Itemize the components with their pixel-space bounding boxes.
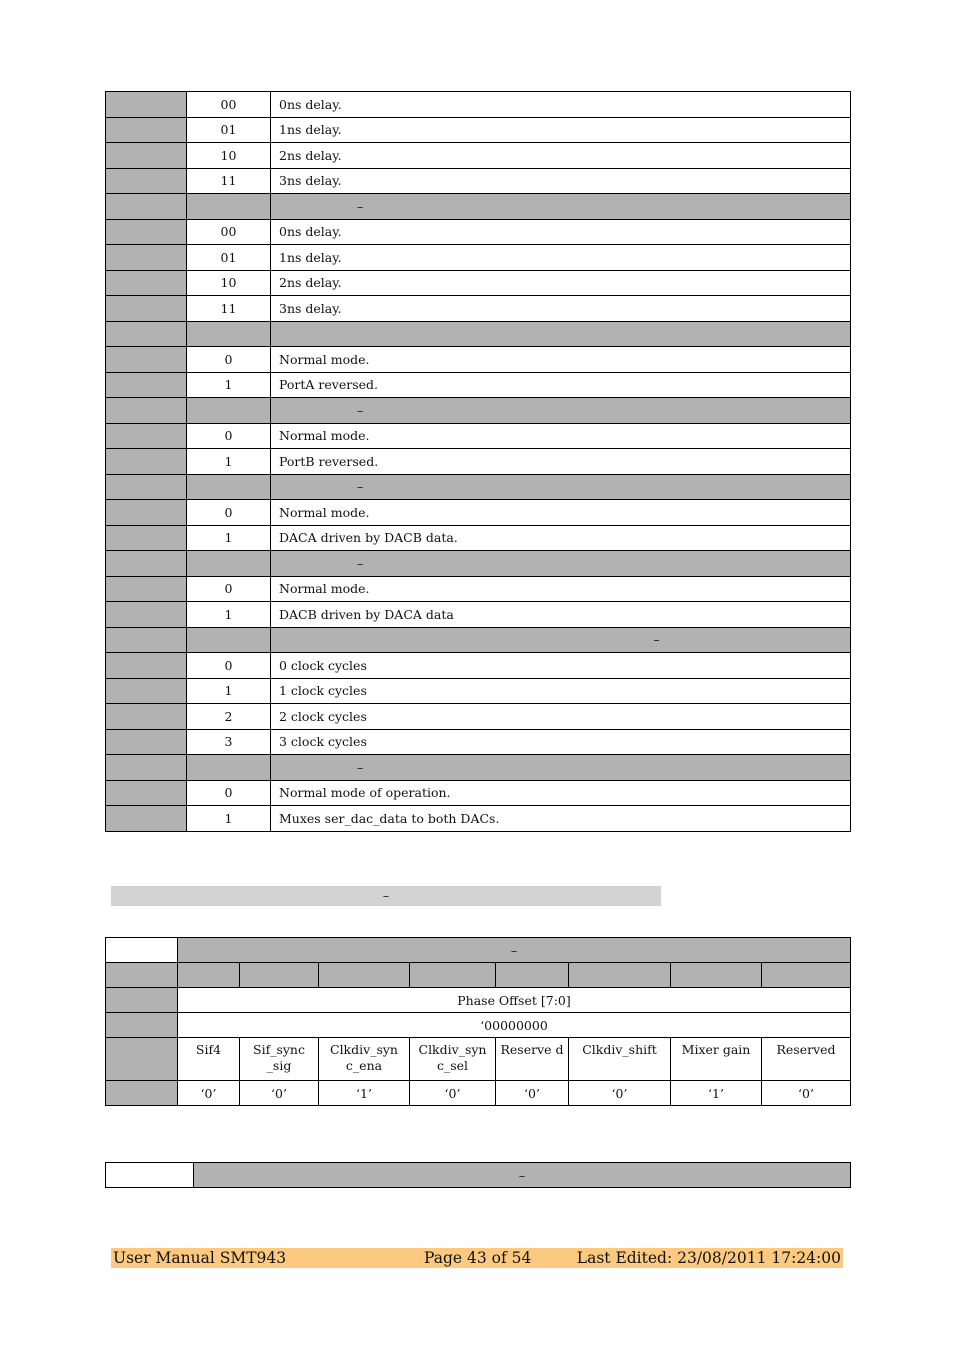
value-row — [106, 525, 851, 551]
value-code-cell: 11 — [187, 168, 271, 194]
bit-header-cell — [762, 963, 851, 988]
bit-default-cell: ‘0’ — [410, 1081, 496, 1106]
field-header-cell — [187, 474, 271, 500]
value-row — [106, 245, 851, 271]
value-code-cell: 1 — [187, 449, 271, 475]
field-header-title: – — [271, 474, 851, 500]
value-code-cell: 2 — [187, 704, 271, 730]
field-header-row — [106, 398, 851, 424]
phase-offset-cell: Phase Offset [7:0] — [178, 988, 851, 1013]
value-row — [106, 117, 851, 143]
row-label-cell — [106, 1038, 178, 1081]
row-label-cell — [106, 627, 187, 653]
phase-default-row — [106, 1013, 851, 1038]
bit-defaults-row — [106, 1081, 851, 1106]
bit-header-cell — [178, 963, 240, 988]
bit-name-cell: Reserved — [762, 1038, 851, 1081]
bit-name-cell: Clkdiv_syn c_ena — [319, 1038, 410, 1081]
next-register-title: – — [194, 1163, 851, 1188]
value-row — [106, 678, 851, 704]
value-row — [106, 219, 851, 245]
row-label-cell — [106, 500, 187, 526]
value-code-cell: 1 — [187, 602, 271, 628]
bit-description-body — [106, 92, 851, 832]
row-label-cell — [106, 602, 187, 628]
value-row — [106, 576, 851, 602]
value-row — [106, 168, 851, 194]
value-code-cell: 00 — [187, 219, 271, 245]
section-heading: – — [111, 886, 661, 906]
phase-default-cell: ‘00000000 — [178, 1013, 851, 1038]
value-description-cell: 3ns delay. — [271, 296, 851, 322]
value-code-cell: 0 — [187, 500, 271, 526]
value-code-cell: 0 — [187, 780, 271, 806]
register-corner-cell — [106, 938, 178, 963]
value-code-cell: 01 — [187, 117, 271, 143]
value-code-cell: 1 — [187, 525, 271, 551]
footer-page-number: Page 43 of 54 — [424, 1249, 532, 1267]
value-code-cell: 0 — [187, 653, 271, 679]
bit-name-cell: Reserve d — [496, 1038, 569, 1081]
field-header-title: – — [271, 755, 851, 781]
field-header-title: – — [271, 194, 851, 220]
value-row — [106, 143, 851, 169]
value-description-cell: Normal mode. — [271, 576, 851, 602]
register-bit-header-row — [106, 963, 851, 988]
value-description-cell: 2ns delay. — [271, 270, 851, 296]
value-row — [106, 296, 851, 322]
value-code-cell: 0 — [187, 423, 271, 449]
value-row — [106, 270, 851, 296]
row-label-cell — [106, 219, 187, 245]
bit-name-cell: Sif_sync _sig — [240, 1038, 319, 1081]
value-description-cell: Normal mode. — [271, 347, 851, 373]
register-title-row — [106, 938, 851, 963]
value-description-cell: 3 clock cycles — [271, 729, 851, 755]
value-code-cell: 0 — [187, 347, 271, 373]
bit-default-cell: ‘1’ — [319, 1081, 410, 1106]
row-label-cell — [106, 525, 187, 551]
value-description-cell: 1ns delay. — [271, 117, 851, 143]
bit-default-cell: ‘1’ — [671, 1081, 762, 1106]
value-description-cell: PortA reversed. — [271, 372, 851, 398]
bit-names-row — [106, 1038, 851, 1081]
value-code-cell: 3 — [187, 729, 271, 755]
value-description-cell: 2 clock cycles — [271, 704, 851, 730]
row-label-cell — [106, 755, 187, 781]
value-description-cell: Normal mode of operation. — [271, 780, 851, 806]
next-register-title-row — [106, 1163, 851, 1188]
value-row — [106, 449, 851, 475]
value-description-cell: 2ns delay. — [271, 143, 851, 169]
value-description-cell: 0ns delay. — [271, 92, 851, 118]
value-description-cell: 0 clock cycles — [271, 653, 851, 679]
value-description-cell: Normal mode. — [271, 500, 851, 526]
row-label-cell — [106, 963, 178, 988]
field-header-cell — [187, 551, 271, 577]
row-label-cell — [106, 92, 187, 118]
row-label-cell — [106, 143, 187, 169]
value-code-cell: 10 — [187, 270, 271, 296]
value-row — [106, 653, 851, 679]
field-header-cell — [187, 755, 271, 781]
bit-default-cell: ‘0’ — [178, 1081, 240, 1106]
value-code-cell: 1 — [187, 678, 271, 704]
field-header-cell — [187, 398, 271, 424]
bit-default-cell: ‘0’ — [762, 1081, 851, 1106]
row-label-cell — [106, 780, 187, 806]
value-description-cell: 3ns delay. — [271, 168, 851, 194]
row-label-cell — [106, 653, 187, 679]
row-label-cell — [106, 988, 178, 1013]
bit-default-cell: ‘0’ — [240, 1081, 319, 1106]
field-header-row — [106, 194, 851, 220]
field-header-title: – — [271, 398, 851, 424]
row-label-cell — [106, 296, 187, 322]
bit-name-cell: Sif4 — [178, 1038, 240, 1081]
value-description-cell: PortB reversed. — [271, 449, 851, 475]
value-code-cell: 01 — [187, 245, 271, 271]
value-row — [106, 423, 851, 449]
bit-header-cell — [319, 963, 410, 988]
footer-document-title: User Manual SMT943 — [113, 1249, 287, 1267]
bit-name-cell: Clkdiv_syn c_sel — [410, 1038, 496, 1081]
row-label-cell — [106, 1081, 178, 1106]
row-label-cell — [106, 168, 187, 194]
field-header-row — [106, 755, 851, 781]
value-description-cell: 1ns delay. — [271, 245, 851, 271]
field-header-cell — [187, 627, 271, 653]
value-row — [106, 372, 851, 398]
value-code-cell: 1 — [187, 372, 271, 398]
value-code-cell: 11 — [187, 296, 271, 322]
bit-name-cell: Clkdiv_shift — [569, 1038, 671, 1081]
field-header-row — [106, 551, 851, 577]
bit-default-cell: ‘0’ — [569, 1081, 671, 1106]
value-description-cell: Normal mode. — [271, 423, 851, 449]
bit-header-cell — [410, 963, 496, 988]
value-description-cell: 1 clock cycles — [271, 678, 851, 704]
bit-header-cell — [496, 963, 569, 988]
row-label-cell — [106, 678, 187, 704]
value-code-cell: 0 — [187, 576, 271, 602]
value-description-cell: DACA driven by DACB data. — [271, 525, 851, 551]
row-label-cell — [106, 1013, 178, 1038]
field-header-row — [106, 474, 851, 500]
register-title: – — [178, 938, 851, 963]
value-row — [106, 500, 851, 526]
value-description-cell: DACB driven by DACA data — [271, 602, 851, 628]
field-header-title — [271, 321, 851, 347]
register-table — [105, 937, 851, 1106]
row-label-cell — [106, 449, 187, 475]
row-label-cell — [106, 576, 187, 602]
row-label-cell — [106, 117, 187, 143]
row-label-cell — [106, 474, 187, 500]
bit-default-cell: ‘0’ — [496, 1081, 569, 1106]
footer-last-edited: Last Edited: 23/08/2011 17:24:00 — [576, 1249, 841, 1267]
field-header-title: – — [271, 551, 851, 577]
field-header-row — [106, 627, 851, 653]
field-header-title: – — [271, 627, 851, 653]
row-label-cell — [106, 347, 187, 373]
value-row — [106, 806, 851, 832]
value-row — [106, 92, 851, 118]
phase-offset-row — [106, 988, 851, 1013]
value-row — [106, 347, 851, 373]
row-label-cell — [106, 423, 187, 449]
row-label-cell — [106, 194, 187, 220]
next-register-corner-cell — [106, 1163, 194, 1188]
row-label-cell — [106, 704, 187, 730]
bit-header-cell — [240, 963, 319, 988]
row-label-cell — [106, 321, 187, 347]
value-code-cell: 10 — [187, 143, 271, 169]
row-label-cell — [106, 806, 187, 832]
value-row — [106, 729, 851, 755]
value-code-cell: 1 — [187, 806, 271, 832]
value-description-cell: Muxes ser_dac_data to both DACs. — [271, 806, 851, 832]
row-label-cell — [106, 372, 187, 398]
value-row — [106, 704, 851, 730]
bit-header-cell — [671, 963, 762, 988]
row-label-cell — [106, 398, 187, 424]
field-header-cell — [187, 194, 271, 220]
row-label-cell — [106, 245, 187, 271]
value-description-cell: 0ns delay. — [271, 219, 851, 245]
field-header-cell — [187, 321, 271, 347]
row-label-cell — [106, 270, 187, 296]
row-label-cell — [106, 551, 187, 577]
field-header-row — [106, 321, 851, 347]
value-code-cell: 00 — [187, 92, 271, 118]
value-row — [106, 780, 851, 806]
bit-header-cell — [569, 963, 671, 988]
bit-name-cell: Mixer gain — [671, 1038, 762, 1081]
next-register-table — [105, 1162, 851, 1188]
page-footer — [111, 1248, 843, 1268]
bit-description-table — [105, 91, 851, 832]
row-label-cell — [106, 729, 187, 755]
value-row — [106, 602, 851, 628]
